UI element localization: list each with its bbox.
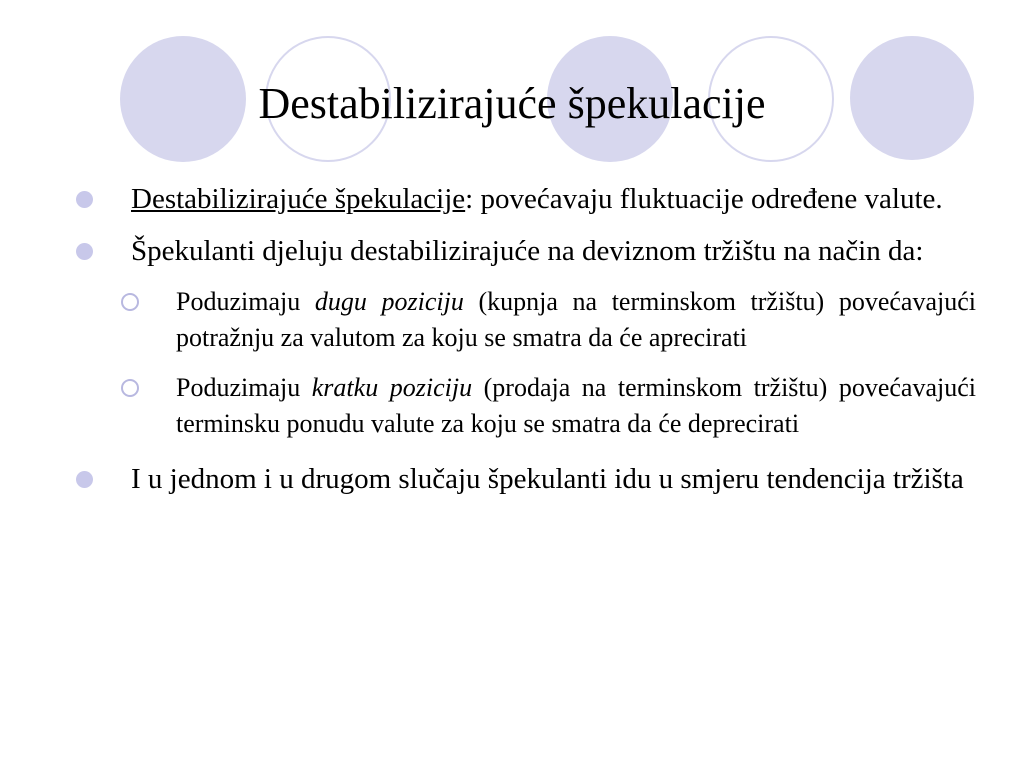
sub-bullet-item [121,284,976,356]
bullet-item [76,180,976,218]
bullet-dot-icon [76,191,93,208]
bullet-dot-icon [76,471,93,488]
sub-bullet-suffix: (prodaja na terminskom tržištu) povećavajući terminsku ponudu valute za koju se smatra da će deprecirati [176,373,976,438]
sub-bullet-prefix: Poduzimaju [176,287,315,316]
slide-title: Destabilizirajuće špekulacije [258,79,766,128]
sub-bullet-emphasis: kratku poziciju [311,373,473,402]
bullet-ring-icon [121,293,139,311]
sub-bullet-item [121,370,976,442]
bullet-text: Špekulanti djeluju destabilizirajuće na deviznom tržištu na način da: [131,235,924,267]
bullet-ring-icon [121,379,139,397]
bullet-text: : povećavaju fluktuacije određene valute. [465,183,943,215]
bullet-dot-icon [76,243,93,260]
bullet-item [76,232,976,270]
bullet-item [76,460,976,498]
slide-content [76,180,976,498]
sub-bullet-suffix: (kupnja na terminskom tržištu) povećavajući potražnju za valutom za koju se smatra da će aprecirati [176,287,976,352]
sub-bullet-emphasis: dugu poziciju [314,287,464,316]
bullet-text: I u jednom i u drugom slučaju špekulanti idu u smjeru tendencija tržišta [131,463,964,495]
sub-bullet-prefix: Poduzimaju [176,373,312,402]
bullet-term: Destabilizirajuće špekulacije [131,183,466,215]
